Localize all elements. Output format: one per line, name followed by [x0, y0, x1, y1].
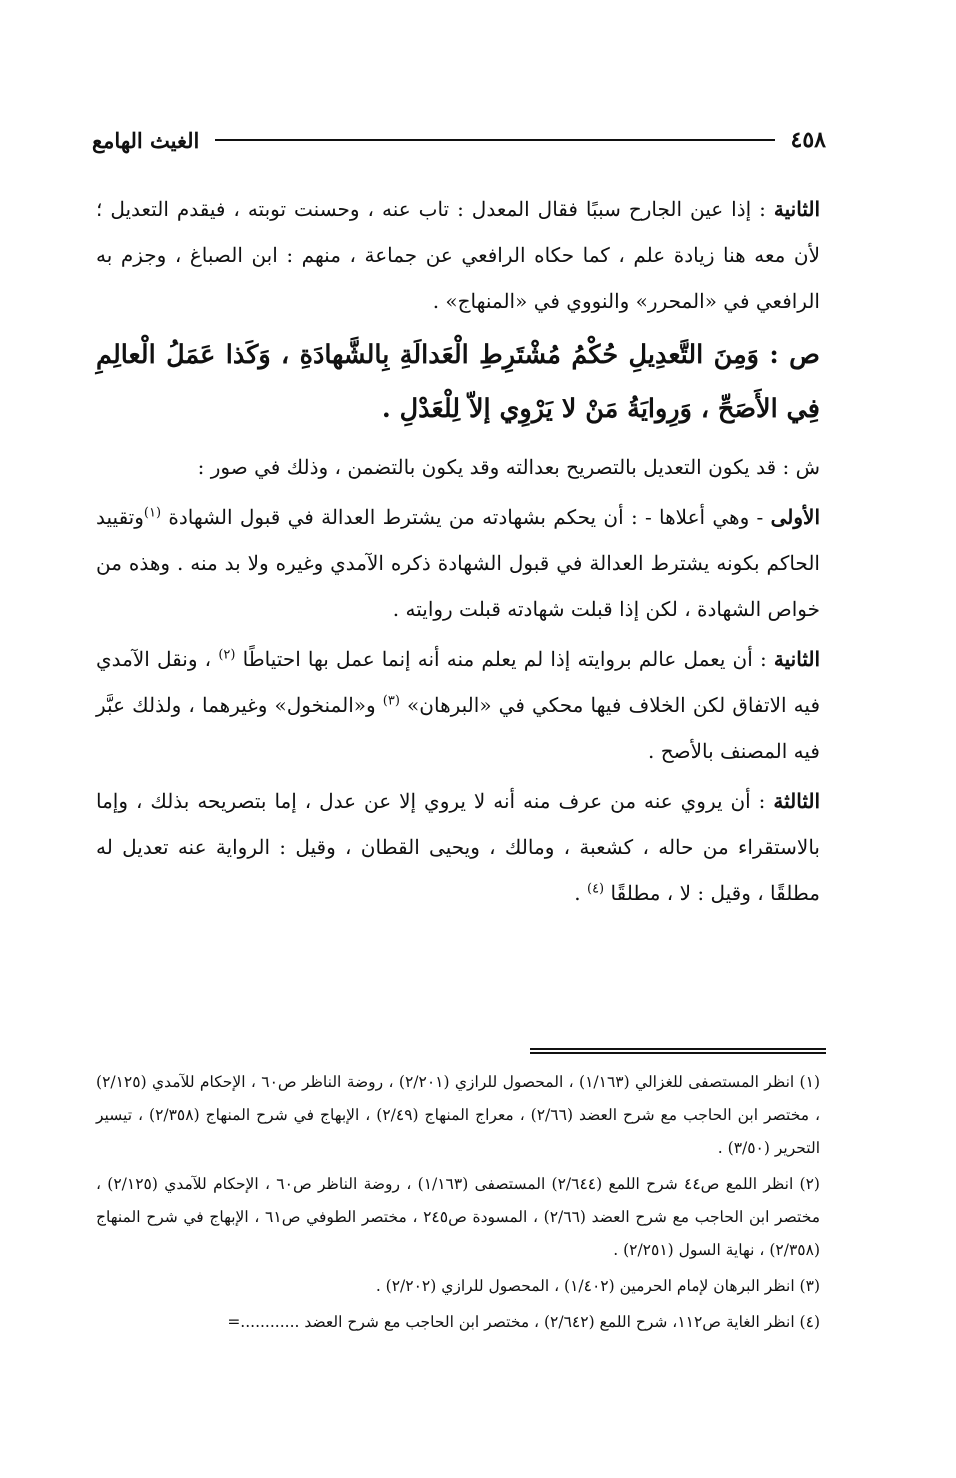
main-text: [96, 186, 820, 920]
paragraph-text: وتقييد الحاكم بكونه يشترط العدالة في قبول الشهادة ذكره الآمدي وغيره ولا بد منه . وهذه من خواص الشهادة ، لكن إذا قبلت شهادته قبلت روايته .: [96, 505, 820, 621]
paragraph-text: و«المنخول» وغيرهما ، ولذلك عبَّر فيه المصنف بالأصح .: [96, 693, 820, 763]
footnote-3: (٣) انظر البرهان لإمام الحرمين (١/٤٠٢) ، المحصول للرازي (٢/٢٠٢) .: [375, 1277, 820, 1295]
running-header: [92, 120, 826, 160]
paragraph-second: [96, 636, 820, 774]
paragraph-text: ، ونقل الآمدي فيه الاتفاق لكن الخلاف فيها محكي في «البرهان»: [96, 647, 821, 717]
footnote-ref[interactable]: (٤): [586, 881, 605, 897]
paragraph-text: - وهي أعلاها - : أن يحكم بشهادته من يشترط العدالة في قبول الشهادة: [168, 505, 764, 529]
paragraph-lead: الأولى: [770, 505, 821, 529]
footnote-2: (٢) انظر اللمع ص٤٤ شرح اللمع (٢/٦٤٤) المستصفى (١/١٦٣) ، روضة الناظر ص٦٠ ، الإحكام للآمدي (٢/١٢٥) ، مختصر ابن الحاجب مع شرح العضد (٢/٦٦) ، المسودة ص٢٤٥ ، مختصر الطوفي ص٦١ ، الإبهاج في شرح المنهاج (٢/٣٥٨) ، نهاية السول (٢/٢٥١) .: [96, 1175, 821, 1259]
paragraph-second-case: [96, 186, 820, 324]
footnote-ref[interactable]: (١): [143, 505, 162, 521]
footnote-1: (١) انظر المستصفى للغزالي (١/١٦٣) ، المحصول للرازي (٢/٢٠١) ، روضة الناظر ص٦٠ ، الإحكام للآمدي (٢/١٢٥) ، مختصر ابن الحاجب مع شرح العضد (٢/٦٦) ، معراج المنهاج (٢/٤٩) ، الإبهاج في شرح المنهاج (٢/٣٥٨) ، تيسير التحرير (٣/٥٠) .: [96, 1073, 820, 1157]
paragraph-lead: الثانية: [773, 647, 821, 671]
footnote-ref[interactable]: (٢): [218, 647, 236, 663]
paragraph-text: : أن يعمل عالم بروايته إذا لم يعلم منه أنه إنما عمل بها احتياطًا: [242, 647, 767, 671]
paragraph-commentary: [96, 444, 820, 490]
footnote-4: (٤) انظر الغاية ص١١٢، شرح اللمع (٢/٦٤٢) ، مختصر ابن الحاجب مع شرح العضد ............=: [227, 1313, 820, 1331]
paragraph-text: .: [574, 881, 581, 905]
paragraph-lead: الثالثة: [773, 789, 821, 813]
footnote-ref[interactable]: (٣): [382, 693, 400, 709]
book-title: الغيث الهامع: [92, 127, 200, 153]
paragraph-third: [96, 778, 820, 916]
header-rule: [215, 139, 774, 141]
page-number: ٤٥٨: [790, 127, 826, 153]
paragraph-first: [96, 494, 820, 632]
paragraph-text: ش : قد يكون التعديل بالتصريح بعدالته وقد يكون بالتضمن ، وذلك في صور :: [197, 455, 820, 479]
matn-text: ص : وَمِنَ التَّعدِيلِ حُكْمُ مُشْتَرِطِ الْعَدالَةِ بِالشَّهادَةِ ، وَكَذا عَمَلُ الْعالِمِ فِي الأَصَحِّ ، وَرِوايَةُ مَنْ لا يَرْوِي إلاّ لِلْعَدْلِ .: [96, 340, 820, 424]
paragraph-text: : إذا عين الجارح سببًا فقال المعدل : تاب عنه ، وحسنت توبته ، فيقدم التعديل ؛ لأن معه هنا زيادة علم ، كما حكاه الرافعي عن جماعة ، منهم : ابن الصباغ ، وجزم به الرافعي في «المحرر» والنووي في «المنهاج» .: [96, 197, 820, 313]
footnotes: [96, 1066, 820, 1342]
paragraph-lead: الثانية: [773, 197, 821, 221]
footnote-separator: [530, 1048, 826, 1054]
paragraph-text: : أن يروي عنه من عرف منه أنه لا يروي إلا عن عدل ، إما بتصريحه بذلك ، وإما بالاستقراء من حاله ، كشعبة ، ومالك ، ويحيى القطان ، وقيل : الرواية عنه تعديل له مطلقًا ، وقيل : لا ، مطلقًا: [96, 789, 820, 905]
